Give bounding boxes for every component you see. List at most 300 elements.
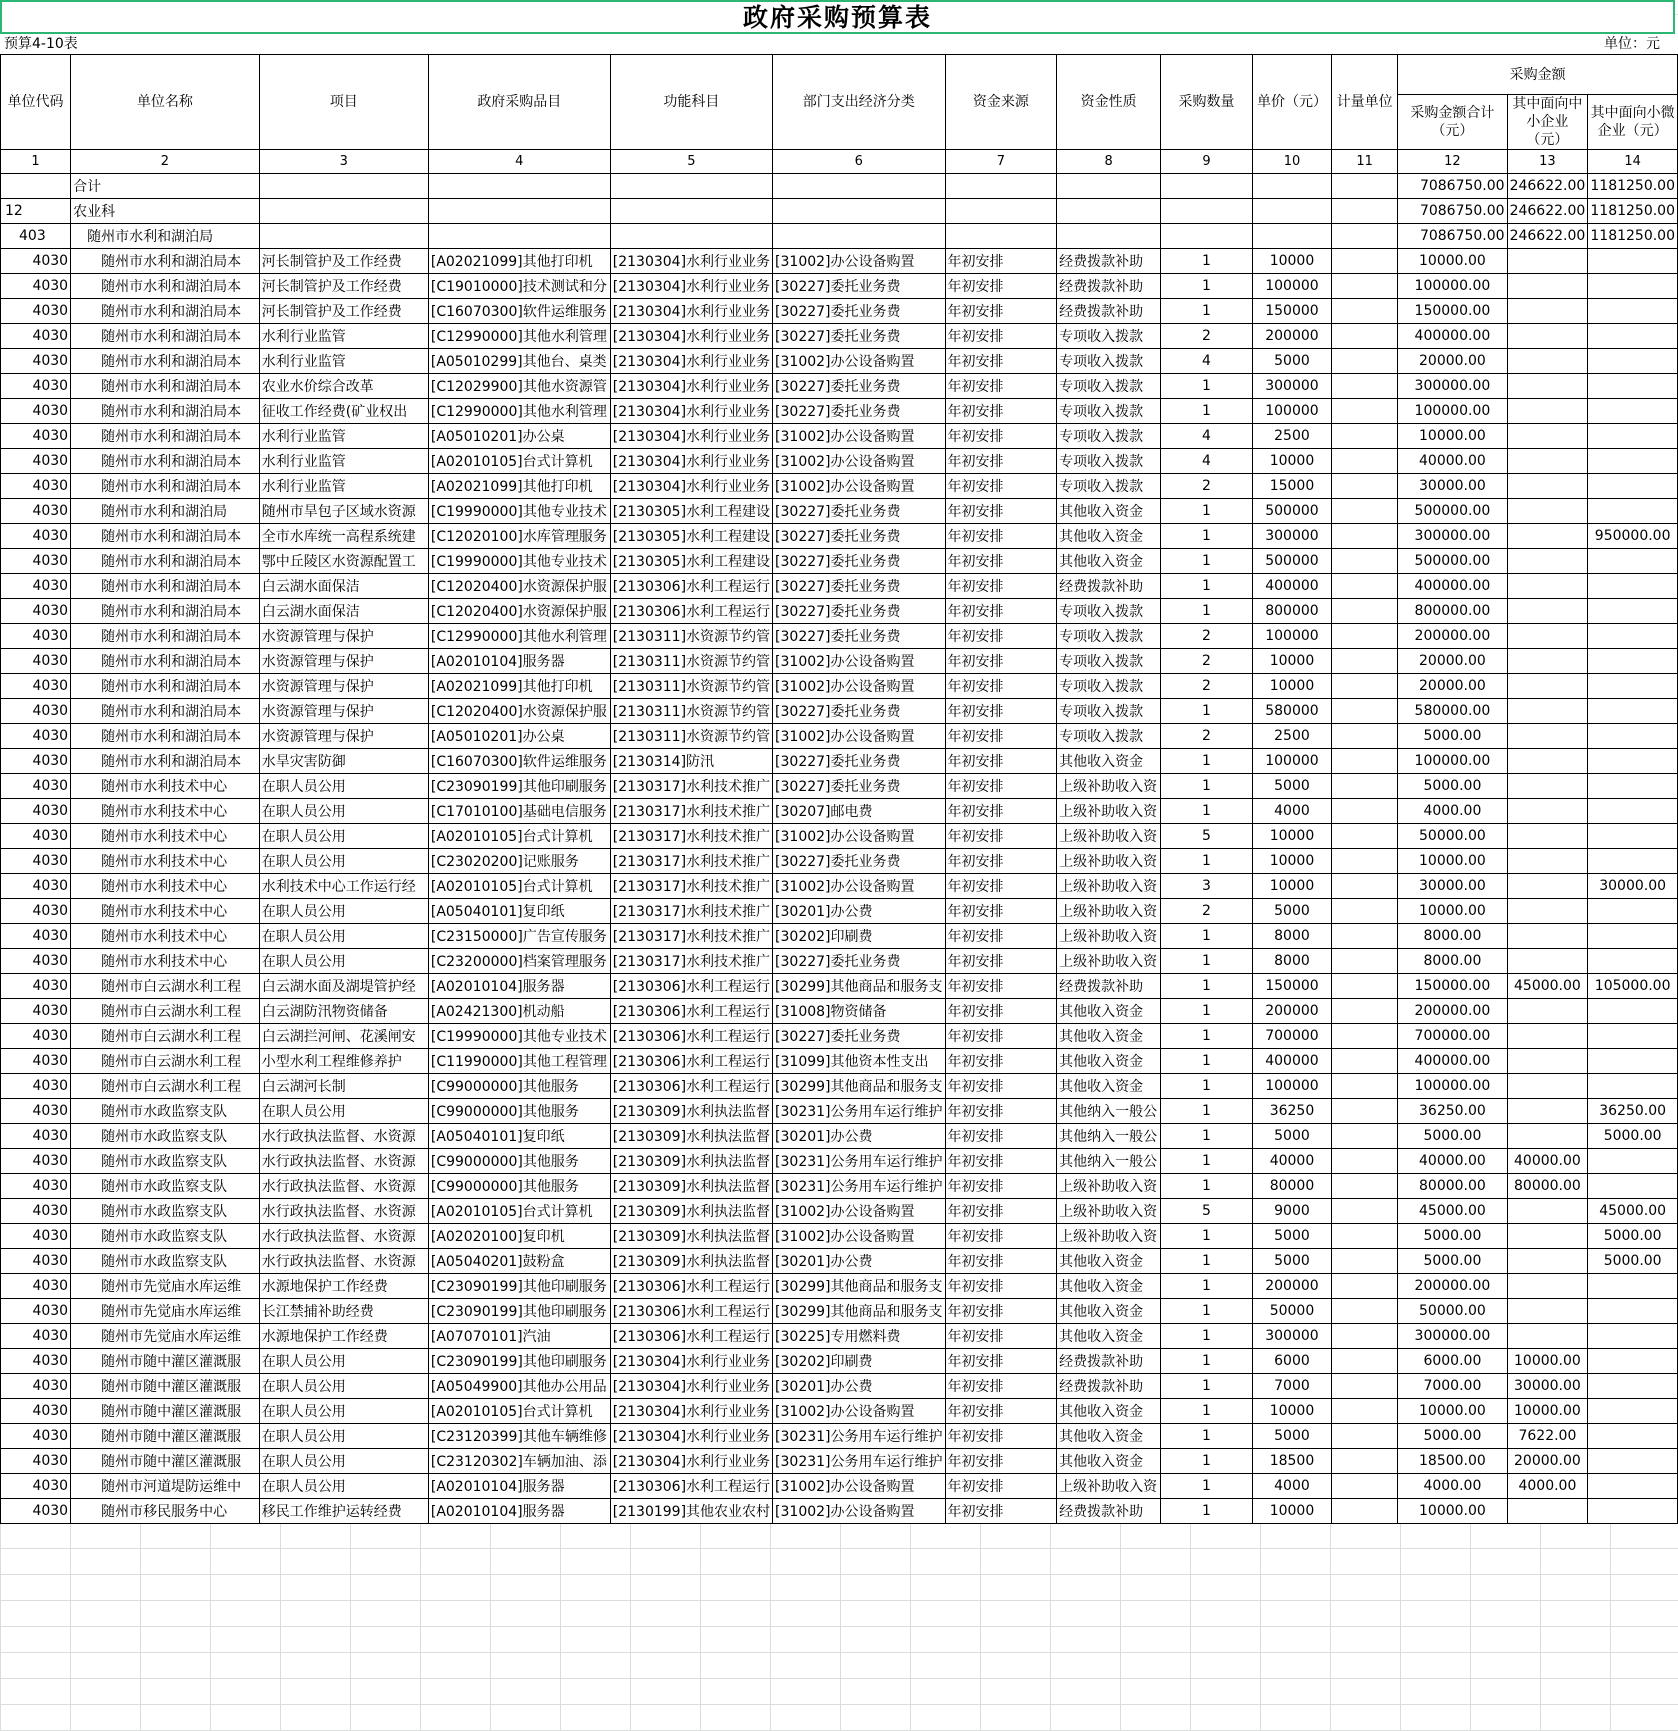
cell-catalog: [A05049900]其他办公用品 — [428, 1374, 610, 1399]
cell-quantity: 1 — [1161, 1299, 1253, 1324]
table-row — [1, 724, 1678, 749]
cell-amount-micro — [1588, 849, 1678, 874]
cell-amount-total: 800000.00 — [1398, 599, 1507, 624]
cell-economic-class: [30201]办公费 — [773, 1249, 945, 1274]
cell-amount-sme — [1507, 299, 1588, 324]
cell-amount-sme — [1507, 1249, 1588, 1274]
cell-empty — [945, 174, 1057, 199]
cell-empty — [773, 174, 945, 199]
cell-functional-subject: [2130309]水利执法监督 — [610, 1224, 772, 1249]
cell-project: 水利行业监管 — [259, 449, 428, 474]
cell-fund-source: 年初安排 — [945, 899, 1057, 924]
header-unit-name: 单位名称 — [71, 55, 260, 150]
cell-fund-source: 年初安排 — [945, 824, 1057, 849]
cell-measure-unit — [1332, 1199, 1398, 1224]
cell-economic-class: [31002]办公设备购置 — [773, 1474, 945, 1499]
cell-quantity: 1 — [1161, 399, 1253, 424]
cell-quantity: 5 — [1161, 1199, 1253, 1224]
cell-functional-subject: [2130311]水资源节约管 — [610, 674, 772, 699]
cell-amount-sme — [1507, 449, 1588, 474]
cell-economic-class: [30227]委托业务费 — [773, 599, 945, 624]
cell-amount-total: 30000.00 — [1398, 474, 1507, 499]
cell-economic-class: [31008]物资储备 — [773, 999, 945, 1024]
cell-project: 白云湖防汛物资储备 — [259, 999, 428, 1024]
cell-catalog: [C99000000]其他服务 — [428, 1174, 610, 1199]
column-number-row — [1, 150, 1678, 174]
cell-measure-unit — [1332, 1124, 1398, 1149]
cell-amount-sme — [1507, 874, 1588, 899]
cell-unit-code: 4030 — [1, 624, 71, 649]
table-row — [1, 574, 1678, 599]
table-number-label: 预算4-10表 — [4, 36, 78, 52]
table-row — [1, 924, 1678, 949]
cell-economic-class: [30227]委托业务费 — [773, 299, 945, 324]
cell-measure-unit — [1332, 749, 1398, 774]
cell-functional-subject: [2130317]水利技术推广 — [610, 849, 772, 874]
cell-quantity: 2 — [1161, 674, 1253, 699]
table-row — [1, 1124, 1678, 1149]
cell-economic-class: [31002]办公设备购置 — [773, 1499, 945, 1524]
cell-economic-class: [31002]办公设备购置 — [773, 424, 945, 449]
table-row — [1, 899, 1678, 924]
cell-amount-sme — [1507, 274, 1588, 299]
cell-measure-unit — [1332, 899, 1398, 924]
cell-amount-micro — [1588, 999, 1678, 1024]
cell-catalog: [A02021099]其他打印机 — [428, 474, 610, 499]
cell-amount-total: 8000.00 — [1398, 924, 1507, 949]
cell-quantity: 2 — [1161, 324, 1253, 349]
table-row — [1, 1299, 1678, 1324]
cell-catalog: [C23120302]车辆加油、添 — [428, 1449, 610, 1474]
cell-amount-total: 6000.00 — [1398, 1349, 1507, 1374]
table-row — [1, 1074, 1678, 1099]
cell-economic-class: [30202]印刷费 — [773, 1349, 945, 1374]
cell-amount-total: 30000.00 — [1398, 874, 1507, 899]
cell-empty — [1057, 199, 1161, 224]
table-row — [1, 949, 1678, 974]
cell-unit-code: 4030 — [1, 1049, 71, 1074]
cell-fund-nature: 专项收入拨款 — [1057, 374, 1161, 399]
cell-unit-code: 4030 — [1, 1024, 71, 1049]
cell-catalog: [C99000000]其他服务 — [428, 1074, 610, 1099]
cell-amount-sme — [1507, 474, 1588, 499]
header-amount-micro: 其中面向小微企业（元） — [1588, 95, 1678, 150]
cell-empty — [1332, 174, 1398, 199]
cell-unit-code: 4030 — [1, 474, 71, 499]
cell-quantity: 1 — [1161, 774, 1253, 799]
cell-amount-micro — [1588, 274, 1678, 299]
cell-measure-unit — [1332, 474, 1398, 499]
cell-empty — [259, 224, 428, 249]
cell-amount-total: 45000.00 — [1398, 1199, 1507, 1224]
cell-amount-total: 5000.00 — [1398, 1424, 1507, 1449]
cell-catalog: [A02010104]服务器 — [428, 649, 610, 674]
cell-empty — [428, 224, 610, 249]
cell-functional-subject: [2130306]水利工程运行 — [610, 599, 772, 624]
cell-measure-unit — [1332, 1149, 1398, 1174]
cell-amount-total: 80000.00 — [1398, 1174, 1507, 1199]
cell-fund-source: 年初安排 — [945, 799, 1057, 824]
cell-fund-source: 年初安排 — [945, 1249, 1057, 1274]
cell-functional-subject: [2130306]水利工程运行 — [610, 1049, 772, 1074]
cell-unit-price: 5000 — [1252, 899, 1331, 924]
cell-amount-micro — [1588, 674, 1678, 699]
table-row — [1, 1149, 1678, 1174]
cell-catalog: [C23090199]其他印刷服务 — [428, 1274, 610, 1299]
cell-unit-code: 4030 — [1, 1274, 71, 1299]
table-row — [1, 974, 1678, 999]
cell-unit-price: 100000 — [1252, 274, 1331, 299]
cell-amount-micro: 5000.00 — [1588, 1224, 1678, 1249]
table-row — [1, 1224, 1678, 1249]
cell-unit-price: 10000 — [1252, 849, 1331, 874]
header-amount-group: 采购金额 — [1398, 55, 1678, 95]
cell-unit-name: 随州市水利和湖泊局本 — [71, 749, 260, 774]
cell-amount-micro: 36250.00 — [1588, 1099, 1678, 1124]
cell-functional-subject: [2130304]水利行业业务 — [610, 374, 772, 399]
cell-project: 水资源管理与保护 — [259, 674, 428, 699]
cell-unit-price: 2500 — [1252, 724, 1331, 749]
column-number: 1 — [1, 150, 71, 174]
cell-measure-unit — [1332, 699, 1398, 724]
cell-functional-subject: [2130306]水利工程运行 — [610, 1024, 772, 1049]
cell-catalog: [C19990000]其他专业技术 — [428, 1024, 610, 1049]
cell-unit-name: 随州市水利和湖泊局本 — [71, 649, 260, 674]
cell-amount-total: 200000.00 — [1398, 999, 1507, 1024]
cell-quantity: 1 — [1161, 999, 1253, 1024]
cell-fund-source: 年初安排 — [945, 574, 1057, 599]
cell-catalog: [A02021099]其他打印机 — [428, 249, 610, 274]
cell-functional-subject: [2130304]水利行业业务 — [610, 449, 772, 474]
cell-unit-name: 随州市河道堤防运维中 — [71, 1474, 260, 1499]
cell-amount-sme — [1507, 574, 1588, 599]
cell-amount-micro — [1588, 1024, 1678, 1049]
cell-fund-nature: 专项收入拨款 — [1057, 324, 1161, 349]
cell-amount-total: 5000.00 — [1398, 1224, 1507, 1249]
cell-quantity: 2 — [1161, 899, 1253, 924]
cell-unit-name: 随州市白云湖水利工程 — [71, 999, 260, 1024]
cell-amount-total: 5000.00 — [1398, 1124, 1507, 1149]
cell-unit-price: 400000 — [1252, 574, 1331, 599]
cell-unit-code: 4030 — [1, 874, 71, 899]
cell-amount-sme — [1507, 849, 1588, 874]
cell-fund-source: 年初安排 — [945, 399, 1057, 424]
cell-unit-name: 随州市白云湖水利工程 — [71, 974, 260, 999]
cell-unit-price: 300000 — [1252, 1324, 1331, 1349]
cell-fund-source: 年初安排 — [945, 1024, 1057, 1049]
header-fund-source: 资金来源 — [945, 55, 1057, 150]
cell-measure-unit — [1332, 1324, 1398, 1349]
cell-empty — [945, 224, 1057, 249]
table-row — [1, 1049, 1678, 1074]
cell-amount-sme — [1507, 1049, 1588, 1074]
cell-unit-name: 随州市水政监察支队 — [71, 1149, 260, 1174]
cell-fund-source: 年初安排 — [945, 374, 1057, 399]
cell-project: 移民工作维护运转经费 — [259, 1499, 428, 1524]
cell-catalog: [A02020100]复印机 — [428, 1224, 610, 1249]
cell-fund-nature: 上级补助收入资 — [1057, 1474, 1161, 1499]
cell-amount-total: 20000.00 — [1398, 674, 1507, 699]
cell-unit-name: 随州市水政监察支队 — [71, 1224, 260, 1249]
table-row — [1, 274, 1678, 299]
cell-unit-name: 随州市移民服务中心 — [71, 1499, 260, 1524]
cell-functional-subject: [2130314]防汛 — [610, 749, 772, 774]
cell-fund-nature: 其他纳入一般公 — [1057, 1124, 1161, 1149]
cell-amount-total: 150000.00 — [1398, 299, 1507, 324]
cell-functional-subject: [2130309]水利执法监督 — [610, 1099, 772, 1124]
cell-unit-code: 4030 — [1, 924, 71, 949]
cell-project: 农业水价综合改革 — [259, 374, 428, 399]
cell-project: 水资源管理与保护 — [259, 724, 428, 749]
cell-economic-class: [30227]委托业务费 — [773, 774, 945, 799]
cell-amount-micro: 1181250.00 — [1588, 224, 1678, 249]
table-row — [1, 799, 1678, 824]
cell-project: 水利行业监管 — [259, 349, 428, 374]
header-measure-unit: 计量单位 — [1332, 55, 1398, 150]
cell-amount-sme — [1507, 1099, 1588, 1124]
table-row — [1, 374, 1678, 399]
cell-fund-nature: 上级补助收入资 — [1057, 799, 1161, 824]
cell-unit-name: 随州市水利技术中心 — [71, 949, 260, 974]
cell-empty — [259, 174, 428, 199]
header-economic-class: 部门支出经济分类 — [773, 55, 945, 150]
cell-unit-code: 4030 — [1, 1399, 71, 1424]
cell-unit-name: 随州市水利和湖泊局本 — [71, 274, 260, 299]
cell-measure-unit — [1332, 499, 1398, 524]
cell-project: 水利行业监管 — [259, 424, 428, 449]
cell-functional-subject: [2130304]水利行业业务 — [610, 249, 772, 274]
cell-measure-unit — [1332, 399, 1398, 424]
cell-fund-nature: 经费拨款补助 — [1057, 974, 1161, 999]
table-row — [1, 499, 1678, 524]
cell-project: 随州市旱包子区域水资源 — [259, 499, 428, 524]
cell-amount-micro — [1588, 299, 1678, 324]
cell-catalog: [A05010201]办公桌 — [428, 424, 610, 449]
cell-unit-name: 随州市水利技术中心 — [71, 824, 260, 849]
cell-economic-class: [31002]办公设备购置 — [773, 349, 945, 374]
cell-unit-price: 10000 — [1252, 824, 1331, 849]
cell-fund-nature: 专项收入拨款 — [1057, 624, 1161, 649]
cell-amount-total: 700000.00 — [1398, 1024, 1507, 1049]
cell-amount-micro — [1588, 249, 1678, 274]
cell-unit-name: 随州市水利技术中心 — [71, 799, 260, 824]
cell-measure-unit — [1332, 1099, 1398, 1124]
column-number: 5 — [610, 150, 772, 174]
cell-functional-subject: [2130304]水利行业业务 — [610, 1349, 772, 1374]
cell-unit-name: 随州市水利和湖泊局本 — [71, 349, 260, 374]
cell-economic-class: [31002]办公设备购置 — [773, 824, 945, 849]
table-row — [1, 1499, 1678, 1524]
cell-functional-subject: [2130306]水利工程运行 — [610, 1274, 772, 1299]
cell-functional-subject: [2130306]水利工程运行 — [610, 974, 772, 999]
cell-amount-total: 40000.00 — [1398, 449, 1507, 474]
cell-amount-micro: 105000.00 — [1588, 974, 1678, 999]
cell-amount-total: 500000.00 — [1398, 499, 1507, 524]
cell-amount-sme — [1507, 324, 1588, 349]
cell-fund-source: 年初安排 — [945, 474, 1057, 499]
cell-catalog: [C23020200]记账服务 — [428, 849, 610, 874]
cell-fund-source: 年初安排 — [945, 1299, 1057, 1324]
cell-fund-source: 年初安排 — [945, 299, 1057, 324]
cell-measure-unit — [1332, 924, 1398, 949]
cell-amount-total: 50000.00 — [1398, 1299, 1507, 1324]
cell-amount-sme: 20000.00 — [1507, 1449, 1588, 1474]
cell-measure-unit — [1332, 1349, 1398, 1374]
cell-functional-subject: [2130304]水利行业业务 — [610, 1399, 772, 1424]
table-row — [1, 774, 1678, 799]
column-number: 14 — [1588, 150, 1678, 174]
cell-amount-micro: 950000.00 — [1588, 524, 1678, 549]
cell-catalog: [A05040201]鼓粉盒 — [428, 1249, 610, 1274]
cell-catalog: [C12029900]其他水资源管 — [428, 374, 610, 399]
cell-unit-price: 100000 — [1252, 1074, 1331, 1099]
cell-amount-sme — [1507, 399, 1588, 424]
table-row — [1, 1249, 1678, 1274]
cell-project: 在职人员公用 — [259, 1449, 428, 1474]
table-row — [1, 599, 1678, 624]
cell-functional-subject: [2130317]水利技术推广 — [610, 799, 772, 824]
cell-fund-nature: 经费拨款补助 — [1057, 574, 1161, 599]
cell-amount-micro — [1588, 1349, 1678, 1374]
cell-fund-nature: 经费拨款补助 — [1057, 1349, 1161, 1374]
cell-unit-name: 随州市水利和湖泊局 — [71, 224, 260, 249]
cell-quantity: 1 — [1161, 1399, 1253, 1424]
cell-fund-source: 年初安排 — [945, 499, 1057, 524]
cell-unit-name: 随州市随中灌区灌溉服 — [71, 1374, 260, 1399]
cell-unit-code: 4030 — [1, 799, 71, 824]
cell-unit-name: 随州市水利技术中心 — [71, 874, 260, 899]
cell-fund-source: 年初安排 — [945, 949, 1057, 974]
cell-unit-name: 随州市水利技术中心 — [71, 899, 260, 924]
cell-functional-subject: [2130317]水利技术推广 — [610, 899, 772, 924]
cell-amount-micro: 5000.00 — [1588, 1124, 1678, 1149]
cell-amount-total: 400000.00 — [1398, 574, 1507, 599]
cell-project: 小型水利工程维修养护 — [259, 1049, 428, 1074]
cell-quantity: 1 — [1161, 749, 1253, 774]
cell-amount-micro — [1588, 599, 1678, 624]
cell-functional-subject: [2130317]水利技术推广 — [610, 774, 772, 799]
cell-measure-unit — [1332, 599, 1398, 624]
cell-amount-sme: 10000.00 — [1507, 1399, 1588, 1424]
cell-fund-nature: 其他收入资金 — [1057, 999, 1161, 1024]
table-row — [1, 299, 1678, 324]
cell-project: 在职人员公用 — [259, 799, 428, 824]
cell-functional-subject: [2130305]水利工程建设 — [610, 524, 772, 549]
cell-amount-sme — [1507, 524, 1588, 549]
cell-economic-class: [30227]委托业务费 — [773, 699, 945, 724]
cell-amount-sme: 246622.00 — [1507, 224, 1588, 249]
cell-unit-price: 300000 — [1252, 524, 1331, 549]
cell-economic-class: [30231]公务用车运行维护 — [773, 1174, 945, 1199]
cell-catalog: [A02010104]服务器 — [428, 1499, 610, 1524]
cell-empty — [1057, 224, 1161, 249]
cell-quantity: 1 — [1161, 1249, 1253, 1274]
cell-project: 水行政执法监督、水资源 — [259, 1199, 428, 1224]
sheet-title: 政府采购预算表 — [0, 0, 1675, 34]
cell-functional-subject: [2130309]水利执法监督 — [610, 1249, 772, 1274]
cell-amount-micro — [1588, 1299, 1678, 1324]
cell-project: 在职人员公用 — [259, 924, 428, 949]
cell-amount-sme — [1507, 649, 1588, 674]
cell-amount-total: 10000.00 — [1398, 424, 1507, 449]
cell-fund-source: 年初安排 — [945, 524, 1057, 549]
cell-fund-source: 年初安排 — [945, 349, 1057, 374]
header-quantity: 采购数量 — [1161, 55, 1253, 150]
cell-catalog: [A07070101]汽油 — [428, 1324, 610, 1349]
cell-project: 在职人员公用 — [259, 899, 428, 924]
cell-unit-code: 403 — [1, 224, 71, 249]
cell-fund-source: 年初安排 — [945, 999, 1057, 1024]
cell-amount-sme: 80000.00 — [1507, 1174, 1588, 1199]
cell-measure-unit — [1332, 449, 1398, 474]
cell-amount-total: 580000.00 — [1398, 699, 1507, 724]
cell-economic-class: [30227]委托业务费 — [773, 949, 945, 974]
cell-empty — [773, 224, 945, 249]
cell-quantity: 1 — [1161, 524, 1253, 549]
cell-project: 全市水库统一高程系统建 — [259, 524, 428, 549]
cell-unit-name: 随州市水利和湖泊局本 — [71, 674, 260, 699]
cell-fund-source: 年初安排 — [945, 424, 1057, 449]
cell-amount-total: 18500.00 — [1398, 1449, 1507, 1474]
table-row — [1, 674, 1678, 699]
cell-amount-sme — [1507, 699, 1588, 724]
cell-catalog: [A02010104]服务器 — [428, 1474, 610, 1499]
cell-amount-micro — [1588, 1074, 1678, 1099]
cell-amount-total: 100000.00 — [1398, 274, 1507, 299]
cell-measure-unit — [1332, 1249, 1398, 1274]
cell-project: 水旱灾害防御 — [259, 749, 428, 774]
cell-quantity: 5 — [1161, 824, 1253, 849]
table-body — [1, 150, 1678, 1524]
cell-amount-total: 200000.00 — [1398, 624, 1507, 649]
cell-amount-sme: 246622.00 — [1507, 174, 1588, 199]
cell-catalog: [A02010105]台式计算机 — [428, 1399, 610, 1424]
header-unit-price: 单价（元） — [1252, 55, 1331, 150]
cell-fund-nature: 上级补助收入资 — [1057, 849, 1161, 874]
cell-fund-source: 年初安排 — [945, 1199, 1057, 1224]
cell-unit-price: 36250 — [1252, 1099, 1331, 1124]
cell-economic-class: [31002]办公设备购置 — [773, 674, 945, 699]
cell-fund-source: 年初安排 — [945, 749, 1057, 774]
table-row — [1, 1024, 1678, 1049]
cell-amount-sme: 40000.00 — [1507, 1149, 1588, 1174]
cell-unit-price: 100000 — [1252, 399, 1331, 424]
cell-fund-nature: 其他收入资金 — [1057, 524, 1161, 549]
cell-amount-sme — [1507, 1299, 1588, 1324]
cell-measure-unit — [1332, 549, 1398, 574]
cell-project: 水行政执法监督、水资源 — [259, 1249, 428, 1274]
cell-unit-code: 4030 — [1, 549, 71, 574]
summary-row — [1, 224, 1678, 249]
cell-unit-price: 100000 — [1252, 749, 1331, 774]
cell-unit-code: 4030 — [1, 1149, 71, 1174]
cell-unit-name: 随州市水政监察支队 — [71, 1174, 260, 1199]
cell-economic-class: [31002]办公设备购置 — [773, 249, 945, 274]
cell-unit-price: 8000 — [1252, 949, 1331, 974]
cell-fund-nature: 其他收入资金 — [1057, 499, 1161, 524]
cell-measure-unit — [1332, 274, 1398, 299]
cell-functional-subject: [2130306]水利工程运行 — [610, 574, 772, 599]
table-row — [1, 349, 1678, 374]
cell-measure-unit — [1332, 1399, 1398, 1424]
cell-measure-unit — [1332, 524, 1398, 549]
cell-unit-code: 4030 — [1, 1474, 71, 1499]
table-row — [1, 1274, 1678, 1299]
cell-unit-price: 150000 — [1252, 299, 1331, 324]
cell-unit-price: 400000 — [1252, 1049, 1331, 1074]
cell-quantity: 1 — [1161, 1424, 1253, 1449]
cell-unit-price: 100000 — [1252, 624, 1331, 649]
